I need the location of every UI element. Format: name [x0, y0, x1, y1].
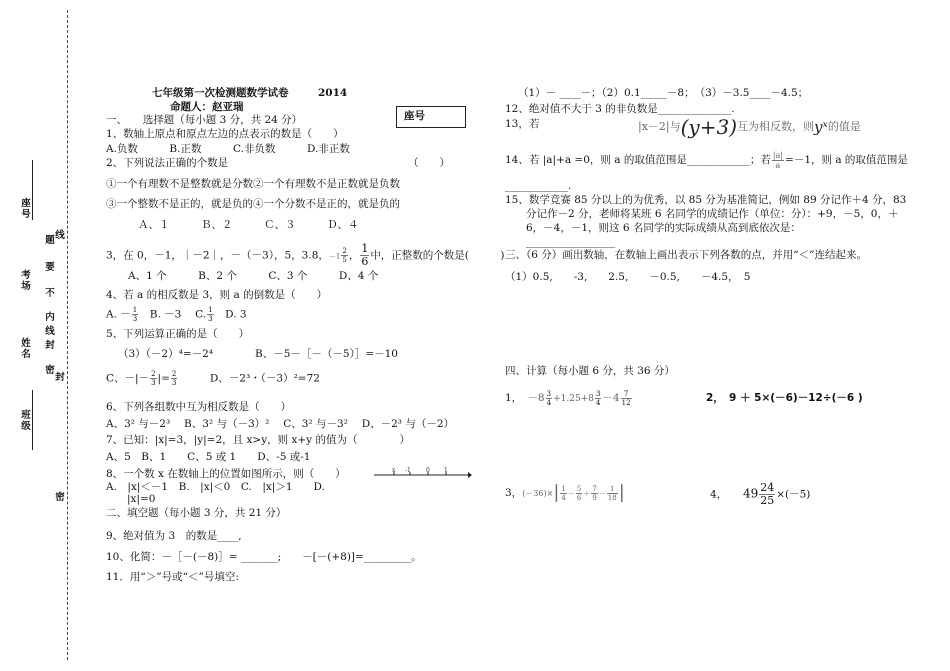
q5-f1-den: 3 — [151, 379, 156, 387]
question-3: 3，在 0，－1，｜－2｜，－（－3），5，3.8，－1 $\frac{2}{5}$ ， $\frac{1}{6}$ 中，正整数的个数是( ) — [106, 242, 505, 268]
question-2-paren: （ ） — [408, 157, 450, 169]
c3-f3 — [591, 485, 597, 502]
binding-xian: 线 — [55, 230, 65, 241]
q13-power: yˣ — [814, 118, 828, 136]
label-minus-1: -1 — [405, 467, 411, 474]
section-3-heading: 三、（6 分）画出数轴，在数轴上画出表示下列各数的点，并用“＜”连结起来。 — [505, 249, 868, 261]
q4-a-den: 3 — [132, 315, 138, 323]
binding-mi: 密 — [45, 365, 55, 376]
q4-c-den: 3 — [208, 315, 213, 323]
c3-f4-num: 1 — [607, 485, 618, 494]
question-11: 11．用“＞”号或“＜”号填空: — [106, 571, 239, 583]
c1-term-2: +1.25+8 — [553, 394, 594, 404]
q3-f1-den: 5 — [342, 256, 347, 264]
c4-whole: 49 — [742, 486, 759, 501]
number-line-arrow — [468, 472, 472, 478]
q4-fraction-a — [132, 306, 138, 323]
q14-num: |a| — [772, 150, 784, 160]
question-1: 1、数轴上原点和原点左边的点表示的数是（ ） — [106, 128, 344, 140]
c3-f4 — [607, 485, 618, 502]
seat-number-label: 座号 — [404, 110, 425, 122]
c4-rest: ×(－5) — [776, 488, 811, 501]
question-5-cd — [106, 370, 320, 387]
question-10: 10、化简：－［－(－8)］= _______; －[－(+8)]=_________。 — [106, 551, 422, 563]
q14-part-2: =－1，则 a 的取值范围是 — [785, 154, 908, 166]
q14-part-1: 14、若 |a|+a =0，则 a 的取值范围是____________；若 — [505, 154, 771, 166]
c3-label: 3， — [505, 487, 523, 499]
q13-expression — [638, 116, 861, 138]
q4-a-num: 1 — [132, 306, 138, 314]
question-2: 2、下列说法正确的个数是 — [106, 157, 229, 169]
q14-den: a — [775, 160, 781, 170]
q13-prefix: 13，若 — [505, 118, 540, 130]
q5-option-d: D、－2³・（－3）²=72 — [178, 372, 320, 385]
question-15-blank: _________________ — [505, 236, 616, 248]
label-1: 1 — [444, 467, 448, 474]
c1-fraction-3 — [621, 390, 632, 407]
question-2-line-2: ③一个整数不是正的，就是负的④一个分数不是正的，就是负的 — [106, 198, 400, 210]
question-7: 7、已知：|x|=3，|y|=2，且 x>y，则 x+y 的值为（ ） — [106, 434, 410, 446]
q3-f2-num: 1 — [361, 242, 369, 255]
q5-f2-den: 3 — [171, 379, 177, 387]
label-0: 0 — [426, 467, 430, 474]
binding-feng: 封 — [45, 340, 55, 351]
q3-f1-num: 2 — [342, 247, 347, 255]
binding-mi2: 密 — [55, 492, 65, 503]
question-3-suffix: 中，正整数的个数是( ) — [370, 249, 505, 262]
q13-y-term: (y+3) — [680, 115, 738, 139]
section-4-heading: 四、计算（每小题 6 分，共 36 分） — [505, 365, 675, 377]
c3-f3-den: 9 — [592, 493, 597, 502]
binding-feng2: 封 — [55, 372, 65, 383]
number-line — [372, 464, 472, 482]
c3-f1 — [560, 485, 566, 502]
c1-term-1: －8 — [527, 392, 545, 404]
c4-label: 4， — [710, 488, 722, 501]
section-2-heading: 二、填空题（每小题 3 分，共 21 分） — [106, 507, 287, 519]
q4-fraction-c — [207, 306, 213, 323]
c1-fraction-2 — [595, 390, 601, 407]
binding-name-label: 姓名 — [21, 338, 31, 360]
binding-class-blank — [32, 390, 33, 450]
question-5-ab: （3）（－2）⁴=－2⁴ B、－5－［－（－5）］=－10 — [118, 348, 398, 360]
question-15-line-2: 分记作－2 分，老师将某班 6 名同学的成绩记作（单位：分）：+9，－5，0，＋ — [505, 208, 899, 220]
question-8: 8、一个数 x 在数轴上的位置如图所示，则（ ） — [106, 468, 346, 480]
question-6: 6、下列各组数中互为相反数是（ ） — [106, 401, 292, 413]
question-6-options: A、3² 与－2³ B、3² 与（－3）² C、3² 与－3² D、－2³ 与（－2） — [106, 418, 455, 430]
label-x: x — [392, 467, 396, 474]
question-15-line-3: 6，－4，－1，则这 6 名同学的实际成绩从高到底依次是： — [505, 222, 801, 234]
question-3-options: A、1 个 B、2 个 C、3 个 D、4 个 — [128, 270, 379, 282]
c1-label: 1， — [505, 392, 517, 404]
q4-c-num: 1 — [208, 306, 213, 314]
q3-whole: －1 — [328, 252, 341, 261]
c1-f2-den: 4 — [595, 398, 601, 407]
calc-3: 3，(－36)×| $\frac{1}{4}$ － $\frac{5}{6}$ ＋ $\frac{7}{9}$ － $\frac{1}{18}$ | — [505, 482, 625, 503]
exam-title: 七年级第一次检测题数学试卷 — [152, 87, 289, 99]
binding-room-label: 考场 — [21, 270, 31, 292]
binding-nei: 内 — [45, 312, 55, 323]
q4-option-a: A. － — [106, 308, 131, 321]
q4-option-d: D. 3 — [214, 308, 247, 321]
question-13 — [505, 118, 633, 131]
question-15-line-1: 15、数学竞赛 85 分以上的为优秀，以 85 分为基准简记，例如 89 分记作＋4 分，83 — [505, 194, 907, 206]
binding-seat-blank — [32, 160, 33, 220]
c3-factor: (－36)× — [522, 489, 554, 498]
question-9: 9、绝对值为 3 的数是____, — [106, 530, 242, 542]
question-12: 12、绝对值不大于 3 的非负数是______________. — [505, 103, 735, 115]
c4-num: 24 — [760, 481, 775, 494]
c3-f2-den: 6 — [576, 493, 582, 502]
c1-f3-num: 7 — [621, 390, 632, 399]
q3-fraction-1 — [341, 247, 347, 264]
q5-c-start: C、－|－ — [106, 372, 150, 385]
question-7-options: A、5 B、1 C、5 或 1 D、-5 或-1 — [106, 451, 311, 463]
binding-seat-label: 座号 — [21, 198, 31, 220]
binding-line — [67, 10, 68, 660]
c3-f2 — [576, 485, 582, 502]
q13-middle: 互为相反数，则 — [737, 120, 815, 133]
binding-xian2: 线 — [45, 326, 55, 337]
binding-ti: 题 — [45, 235, 55, 246]
question-2-options: Ａ、１ Ｂ、２ Ｃ、３ Ｄ、４ — [138, 219, 359, 231]
c1-f1-den: 4 — [546, 398, 552, 407]
q5-f1-num: 2 — [151, 370, 156, 378]
exam-year: 2014 — [318, 87, 348, 99]
question-14 — [505, 150, 908, 170]
q4-option-bc: B. －3 C. — [139, 308, 207, 321]
calc-1 — [505, 388, 633, 409]
c1-f2-num: 3 — [595, 389, 601, 398]
q5-c-mid: |= — [157, 372, 170, 385]
question-2-line-1: ①一个有理数不是整数就是分数②一个有理数不是正数就是负数 — [106, 178, 400, 190]
c3-f2-num: 5 — [576, 484, 582, 493]
question-4-options — [106, 306, 247, 323]
q3-fraction-2 — [360, 243, 369, 268]
section-3-numbers: （1）0.5, -3, 2.5, －0.5, －4.5， 5 — [505, 271, 751, 283]
c3-f4-den: 18 — [607, 493, 617, 502]
c3-left-bracket: | — [553, 482, 560, 503]
q5-fraction-1 — [150, 370, 156, 387]
q3-f2-den: 6 — [361, 255, 369, 268]
question-11-blanks: （1）－ ____－；（2）0.1_____－8； （3）－3.5____－4.5； — [518, 87, 809, 99]
binding-class-label: 班级 — [21, 410, 31, 432]
q5-fraction-2 — [171, 370, 177, 387]
calc-4 — [710, 482, 810, 507]
c3-right-bracket: | — [618, 482, 625, 503]
c1-term-3: －4 — [602, 392, 620, 404]
section-1-heading: 一、 选择题（每小题 3 分，共 24 分） — [106, 114, 303, 126]
c4-fraction — [759, 482, 775, 507]
question-8-options: A. |x|＜－1 B. |x|＜0 C. |x|＞1 D. — [106, 481, 325, 493]
question-5: 5、下列运算正确的是（ ） — [106, 328, 250, 340]
exam-author: 命题人：赵亚瑞 — [170, 101, 244, 113]
binding-bu: 不 — [45, 288, 55, 299]
c3-f1-num: 1 — [561, 484, 566, 493]
c1-f3-den: 12 — [621, 398, 631, 407]
question-8-option-d: |x|=0 — [106, 493, 156, 505]
c1-f1-num: 3 — [546, 389, 552, 398]
c3-f3-num: 7 — [592, 484, 597, 493]
c1-fraction-1 — [546, 390, 552, 407]
c3-f1-den: 4 — [561, 493, 566, 502]
q13-end: 的值是 — [827, 120, 861, 133]
q5-f2-num: 2 — [171, 370, 177, 378]
q13-abs-term: |x－2|与 — [638, 120, 681, 133]
question-14-blank: ____________. — [505, 180, 572, 192]
calc-2: 2， 9 ＋ 5×(－6)－12÷(－6 ) — [706, 392, 863, 404]
binding-yao: 要 — [45, 262, 55, 273]
c4-den: 25 — [760, 494, 775, 507]
q14-fraction — [772, 151, 784, 170]
question-3-prefix: 3，在 0，－1，｜－2｜，－（－3），5，3.8， — [106, 249, 329, 262]
question-1-options: A.负数 B.正数 C.非负数 D.非正数 — [106, 143, 350, 155]
question-4: 4、若 a 的相反数是 3，则 a 的倒数是（ ） — [106, 289, 328, 301]
